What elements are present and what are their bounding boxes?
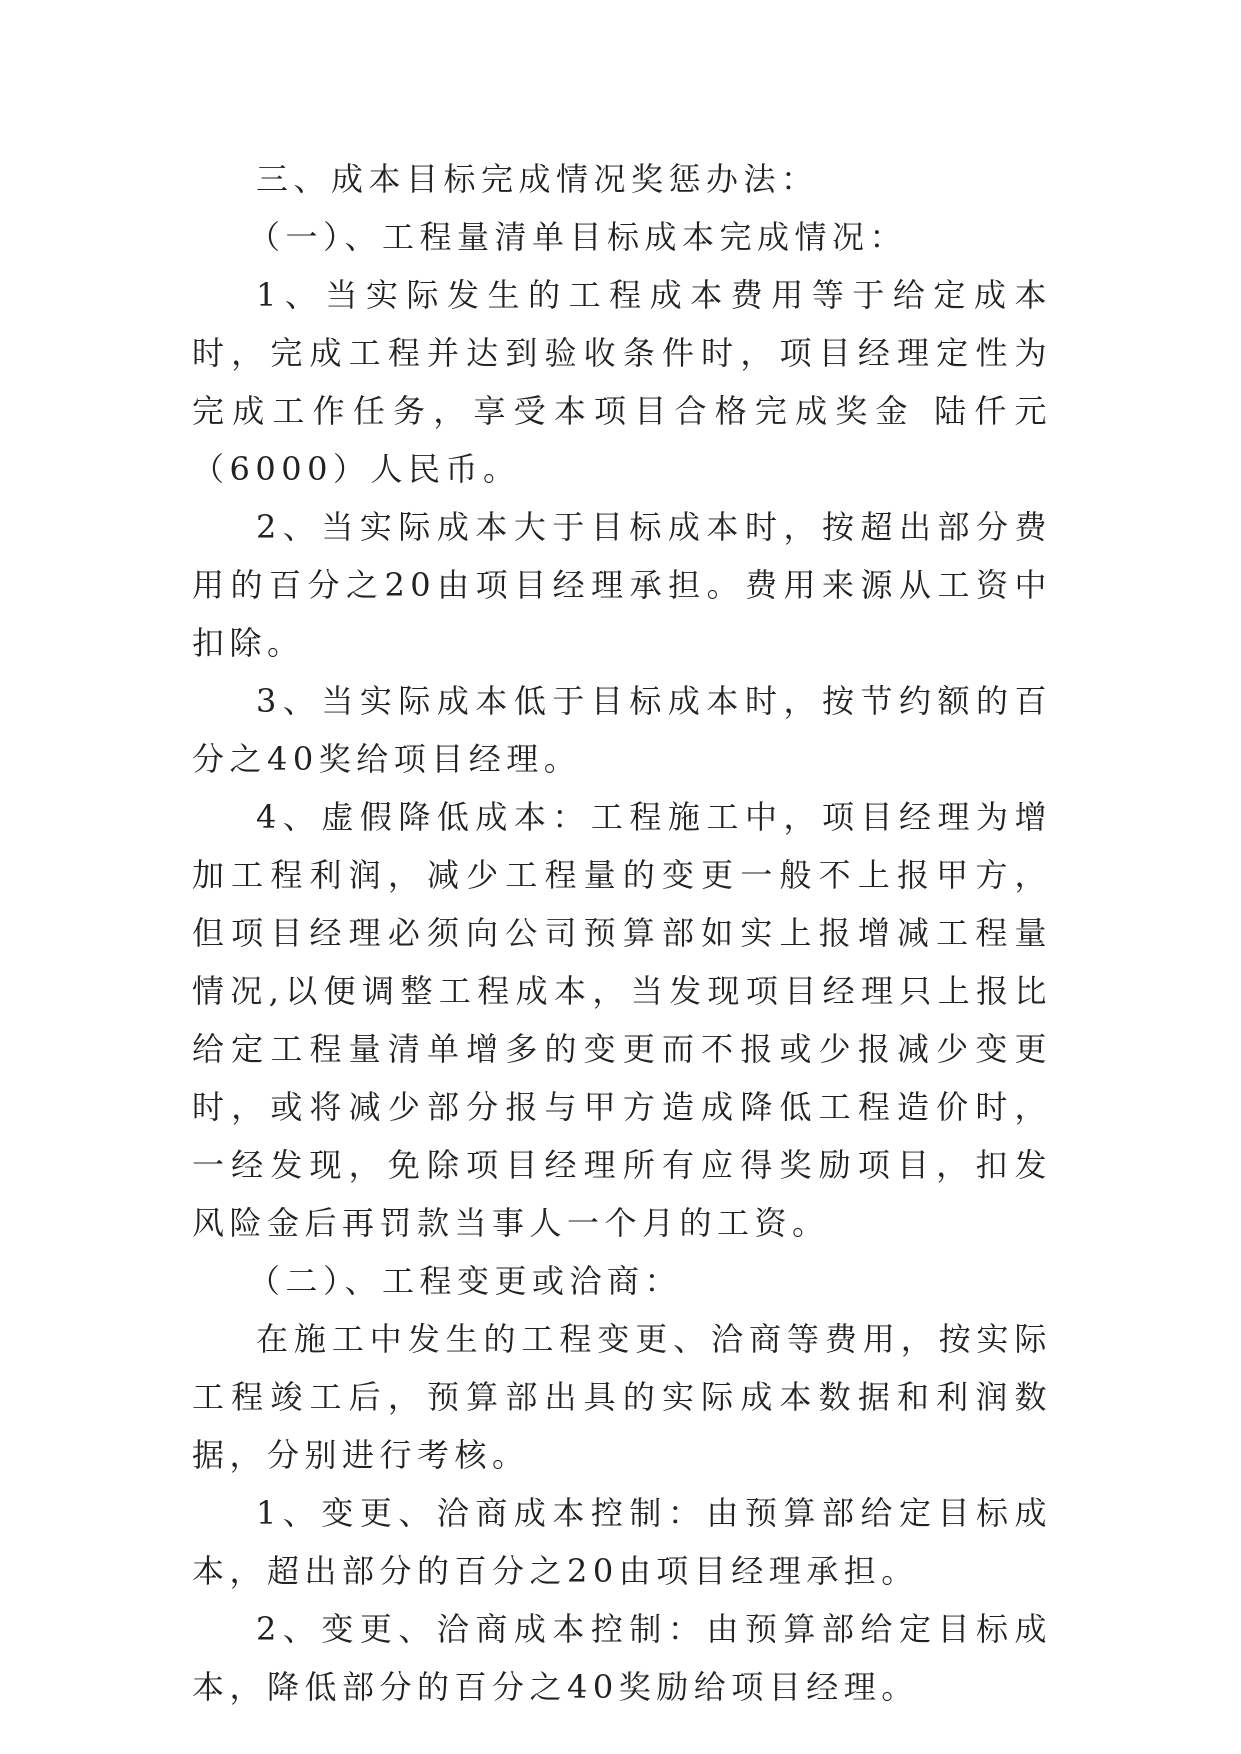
paragraph-6: 1、变更、洽商成本控制：由预算部给定目标成本，超出部分的百分之20由项目经理承担。 <box>192 1494 1052 1590</box>
section-3-heading: 三、成本目标完成情况奖惩办法： <box>256 160 819 198</box>
paragraph-5: 在施工中发生的工程变更、洽商等费用，按实际工程竣工后，预算部出具的实际成本数据和利润数据，分别进行考核。 <box>192 1320 1052 1474</box>
paragraph-2: 2、当实际成本大于目标成本时，按超出部分费用的百分之20由项目经理承担。费用来源从工资中扣除。 <box>192 508 1052 662</box>
paragraph-4: 4、虚假降低成本：工程施工中，项目经理为增加工程利润，减少工程量的变更一般不上报甲方，但项目经理必须向公司预算部如实上报增减工程量情况,以便调整工程成本，当发现项目经理只上报比给定工程量清单增多的变更而不报或少报减少变更时，或将减少部分报与甲方造成降低工程造价时，一经发现，免除项目经理所有应得奖励项目，扣发风险金后再罚款当事人一个月的工资。 <box>192 798 1052 1242</box>
paragraph-3: 3、当实际成本低于目标成本时，按节约额的百分之40奖给项目经理。 <box>192 682 1052 778</box>
subsection-2-heading: （二）、工程变更或洽商： <box>248 1262 683 1300</box>
subsection-1-heading: （一）、工程量清单目标成本完成情况： <box>248 218 908 256</box>
paragraph-1: 1、当实际发生的工程成本费用等于给定成本时，完成工程并达到验收条件时，项目经理定性为完成工作任务，享受本项目合格完成奖金 陆仟元（6000）人民币。 <box>192 276 1052 488</box>
document-body <box>192 150 1052 1716</box>
paragraph-7: 2、变更、洽商成本控制：由预算部给定目标成本，降低部分的百分之40奖励给项目经理。 <box>192 1610 1052 1706</box>
